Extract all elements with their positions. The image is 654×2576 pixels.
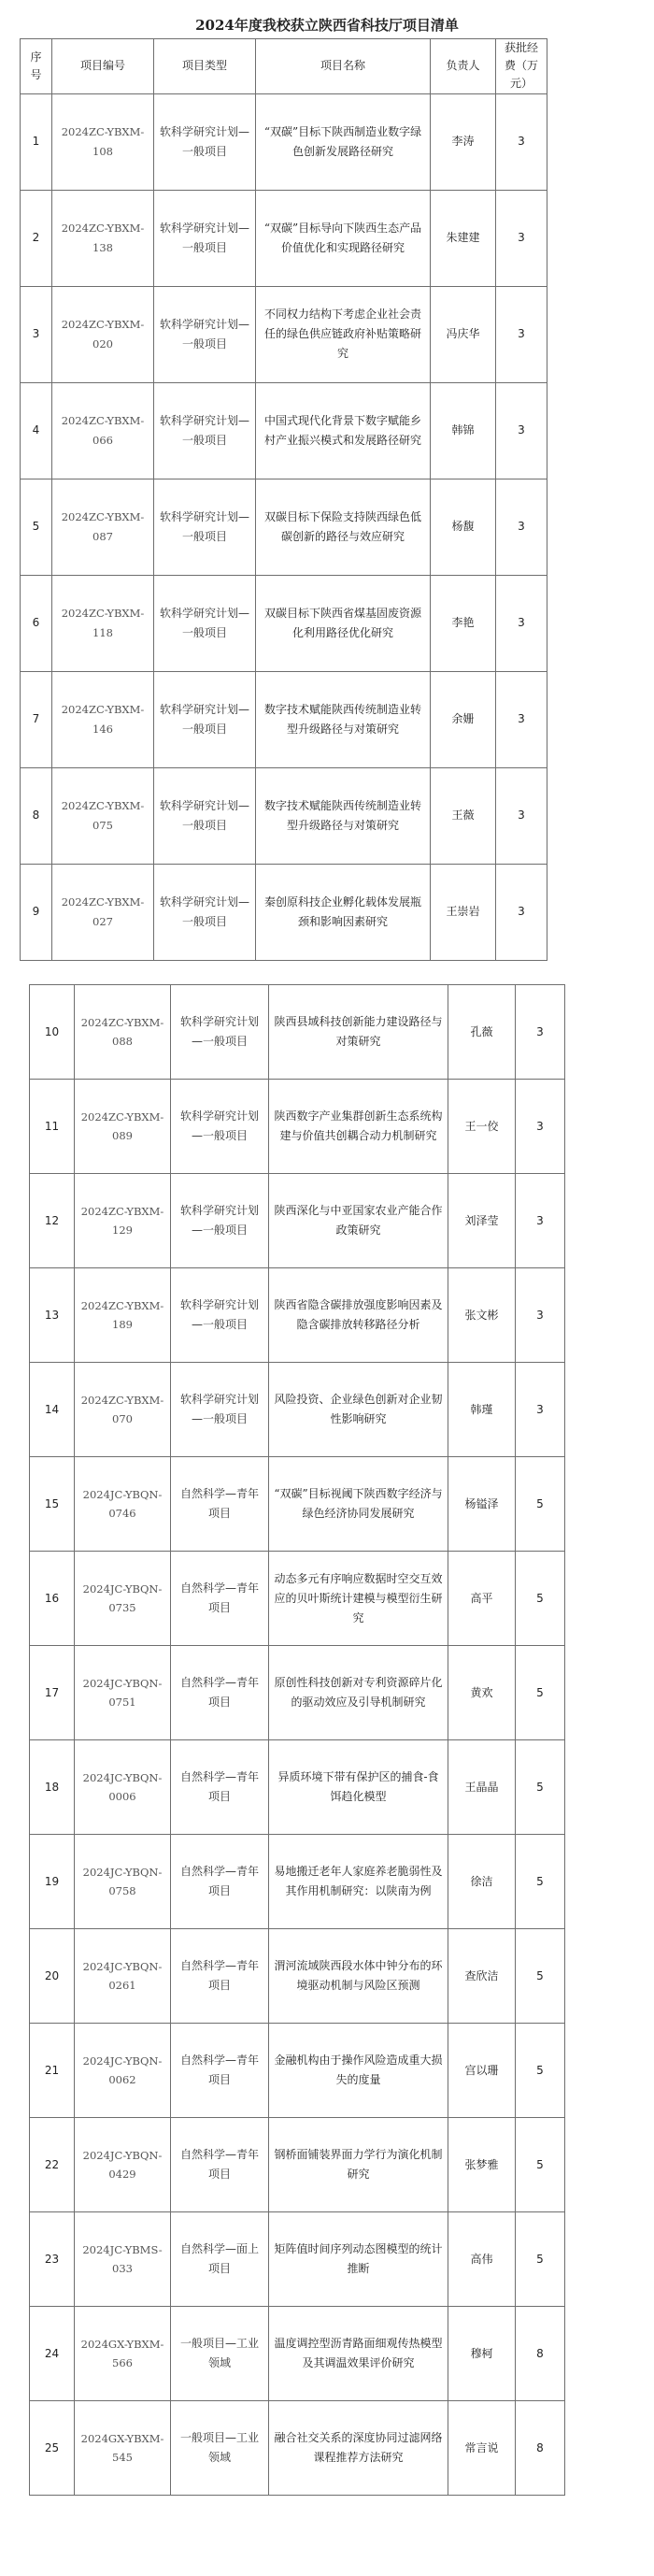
table-row [30, 1740, 565, 1835]
cell-leader: 高平 [448, 1552, 516, 1646]
cell-name: 陕西数字产业集群创新生态系统构建与价值共创耦合动力机制研究 [269, 1080, 448, 1174]
cell-code: 2024JC-YBQN-0735 [75, 1552, 171, 1646]
table-row [30, 2118, 565, 2212]
cell-index: 20 [30, 1929, 75, 2024]
cell-code: 2024JC-YBMS-033 [75, 2212, 171, 2307]
header-type: 项目类型 [154, 39, 256, 94]
cell-name: 风险投资、企业绿色创新对企业韧性影响研究 [269, 1363, 448, 1457]
cell-code: 2024JC-YBQN-0006 [75, 1740, 171, 1835]
table-row [30, 1646, 565, 1740]
cell-fund: 3 [496, 767, 547, 864]
cell-name: 金融机构由于操作风险造成重大损失的度量 [269, 2024, 448, 2118]
cell-type: 软科学研究计划—一般项目 [171, 1174, 269, 1268]
cell-leader: 王崇岩 [431, 864, 496, 960]
cell-code: 2024ZC-YBXM-129 [75, 1174, 171, 1268]
cell-index: 17 [30, 1646, 75, 1740]
cell-type: 软科学研究计划—一般项目 [154, 382, 256, 479]
cell-index: 9 [21, 864, 52, 960]
cell-code: 2024ZC-YBXM-075 [52, 767, 154, 864]
cell-index: 18 [30, 1740, 75, 1835]
cell-code: 2024ZC-YBXM-020 [52, 286, 154, 382]
table-row [21, 671, 547, 767]
cell-fund: 3 [496, 575, 547, 671]
cell-name: 易地搬迁老年人家庭养老脆弱性及其作用机制研究：以陕南为例 [269, 1835, 448, 1929]
cell-name: “双碳”目标下陕西制造业数字绿色创新发展路径研究 [256, 93, 431, 190]
cell-code: 2024ZC-YBXM-138 [52, 190, 154, 286]
cell-leader: 韩瑾 [448, 1363, 516, 1457]
header-fund: 获批经费（万元） [496, 39, 547, 94]
header-name: 项目名称 [256, 39, 431, 94]
cell-name: 秦创原科技企业孵化载体发展瓶颈和影响因素研究 [256, 864, 431, 960]
project-table-2 [29, 984, 565, 1929]
cell-name: 陕西深化与中亚国家农业产能合作政策研究 [269, 1174, 448, 1268]
cell-leader: 高伟 [448, 2212, 516, 2307]
cell-code: 2024ZC-YBXM-118 [52, 575, 154, 671]
cell-index: 4 [21, 382, 52, 479]
cell-name: 不同权力结构下考虑企业社会责任的绿色供应链政府补贴策略研究 [256, 286, 431, 382]
page-title: 2024年度我校获立陕西省科技厅项目清单 [195, 17, 459, 34]
cell-index: 7 [21, 671, 52, 767]
table-row [30, 985, 565, 1080]
cell-fund: 3 [496, 93, 547, 190]
cell-index: 6 [21, 575, 52, 671]
cell-type: 软科学研究计划—一般项目 [154, 93, 256, 190]
cell-fund: 3 [496, 382, 547, 479]
cell-fund: 8 [516, 2307, 565, 2401]
cell-index: 23 [30, 2212, 75, 2307]
cell-code: 2024JC-YBQN-0746 [75, 1457, 171, 1552]
cell-fund: 5 [516, 2212, 565, 2307]
cell-code: 2024ZC-YBXM-070 [75, 1363, 171, 1457]
table-row [21, 190, 547, 286]
cell-leader: 韩锦 [431, 382, 496, 479]
cell-code: 2024ZC-YBXM-089 [75, 1080, 171, 1174]
cell-leader: 张文彬 [448, 1268, 516, 1363]
cell-type: 软科学研究计划—一般项目 [154, 479, 256, 575]
cell-index: 16 [30, 1552, 75, 1646]
cell-index: 21 [30, 2024, 75, 2118]
cell-code: 2024ZC-YBXM-108 [52, 93, 154, 190]
cell-fund: 3 [496, 671, 547, 767]
cell-type: 软科学研究计划—一般项目 [171, 985, 269, 1080]
cell-fund: 5 [516, 1835, 565, 1929]
cell-name: 渭河流域陕西段水体中钟分布的环境驱动机制与风险区预测 [269, 1929, 448, 2024]
cell-leader: 王晶晶 [448, 1740, 516, 1835]
cell-name: “双碳”目标视阈下陕西数字经济与绿色经济协同发展研究 [269, 1457, 448, 1552]
cell-fund: 3 [516, 985, 565, 1080]
table-row [21, 286, 547, 382]
cell-index: 2 [21, 190, 52, 286]
table-row [30, 2212, 565, 2307]
table-row [21, 382, 547, 479]
cell-name: 矩阵值时间序列动态图模型的统计推断 [269, 2212, 448, 2307]
table-header-row [21, 39, 547, 94]
header-leader: 负责人 [431, 39, 496, 94]
cell-code: 2024ZC-YBXM-027 [52, 864, 154, 960]
cell-index: 15 [30, 1457, 75, 1552]
cell-code: 2024ZC-YBXM-088 [75, 985, 171, 1080]
cell-fund: 8 [516, 2401, 565, 2496]
cell-fund: 3 [496, 286, 547, 382]
cell-leader: 王薇 [431, 767, 496, 864]
cell-fund: 3 [496, 190, 547, 286]
cell-name: 动态多元有序响应数据时空交互效应的贝叶斯统计建模与模型衍生研究 [269, 1552, 448, 1646]
cell-name: 异质环境下带有保护区的捕食-食饵趋化模型 [269, 1740, 448, 1835]
cell-name: 钢桥面铺装界面力学行为演化机制研究 [269, 2118, 448, 2212]
cell-leader: 徐洁 [448, 1835, 516, 1929]
cell-name: 陕西省隐含碳排放强度影响因素及隐含碳排放转移路径分析 [269, 1268, 448, 1363]
table-row [30, 2307, 565, 2401]
cell-index: 5 [21, 479, 52, 575]
project-table-1-body [21, 39, 547, 961]
project-table-3 [29, 1928, 565, 2496]
cell-type: 自然科学—青年项目 [171, 1929, 269, 2024]
cell-fund: 3 [516, 1174, 565, 1268]
cell-index: 10 [30, 985, 75, 1080]
cell-type: 软科学研究计划—一般项目 [154, 671, 256, 767]
cell-name: 数字技术赋能陕西传统制造业转型升级路径与对策研究 [256, 671, 431, 767]
cell-leader: 杨镒泽 [448, 1457, 516, 1552]
cell-leader: 穆柯 [448, 2307, 516, 2401]
cell-code: 2024ZC-YBXM-087 [52, 479, 154, 575]
cell-leader: 李艳 [431, 575, 496, 671]
cell-name: 陕西县域科技创新能力建设路径与对策研究 [269, 985, 448, 1080]
cell-fund: 3 [496, 479, 547, 575]
cell-code: 2024JC-YBQN-0758 [75, 1835, 171, 1929]
cell-fund: 5 [516, 1457, 565, 1552]
cell-leader: 杨馥 [431, 479, 496, 575]
cell-fund: 3 [496, 864, 547, 960]
cell-name: 温度调控型沥青路面细观传热模型及其调温效果评价研究 [269, 2307, 448, 2401]
cell-fund: 5 [516, 1646, 565, 1740]
cell-name: 数字技术赋能陕西传统制造业转型升级路径与对策研究 [256, 767, 431, 864]
cell-index: 1 [21, 93, 52, 190]
table-row [30, 2401, 565, 2496]
cell-index: 24 [30, 2307, 75, 2401]
cell-leader: 张梦雅 [448, 2118, 516, 2212]
cell-name: 双碳目标下陕西省煤基固废资源化利用路径优化研究 [256, 575, 431, 671]
project-table-1 [20, 38, 547, 961]
table-row [30, 1552, 565, 1646]
table-row [30, 1363, 565, 1457]
cell-index: 11 [30, 1080, 75, 1174]
cell-fund: 5 [516, 1552, 565, 1646]
cell-index: 14 [30, 1363, 75, 1457]
cell-leader: 宫以珊 [448, 2024, 516, 2118]
cell-type: 一般项目—工业领域 [171, 2307, 269, 2401]
cell-fund: 3 [516, 1268, 565, 1363]
project-table-3-body [30, 1929, 565, 2496]
cell-code: 2024GX-YBXM-566 [75, 2307, 171, 2401]
cell-leader: 余姗 [431, 671, 496, 767]
cell-leader: 孔薇 [448, 985, 516, 1080]
cell-index: 12 [30, 1174, 75, 1268]
table-row [21, 479, 547, 575]
cell-leader: 王一佼 [448, 1080, 516, 1174]
cell-type: 自然科学—青年项目 [171, 1740, 269, 1835]
cell-index: 8 [21, 767, 52, 864]
cell-type: 软科学研究计划—一般项目 [171, 1080, 269, 1174]
cell-type: 自然科学—青年项目 [171, 1552, 269, 1646]
header-code: 项目编号 [52, 39, 154, 94]
cell-fund: 5 [516, 2024, 565, 2118]
table-row [30, 1457, 565, 1552]
cell-leader: 李涛 [431, 93, 496, 190]
cell-fund: 5 [516, 1929, 565, 2024]
table-row [30, 1080, 565, 1174]
cell-type: 软科学研究计划—一般项目 [154, 864, 256, 960]
cell-type: 自然科学—青年项目 [171, 2118, 269, 2212]
cell-type: 自然科学—青年项目 [171, 2024, 269, 2118]
cell-code: 2024ZC-YBXM-189 [75, 1268, 171, 1363]
table-row [21, 575, 547, 671]
table-row [30, 1835, 565, 1929]
header-index: 序号 [21, 39, 52, 94]
cell-name: 双碳目标下保险支持陕西绿色低碳创新的路径与效应研究 [256, 479, 431, 575]
cell-type: 软科学研究计划—一般项目 [171, 1363, 269, 1457]
cell-index: 25 [30, 2401, 75, 2496]
cell-leader: 冯庆华 [431, 286, 496, 382]
cell-code: 2024JC-YBQN-0261 [75, 1929, 171, 2024]
cell-type: 一般项目—工业领域 [171, 2401, 269, 2496]
cell-type: 自然科学—面上项目 [171, 2212, 269, 2307]
cell-index: 3 [21, 286, 52, 382]
cell-fund: 5 [516, 1740, 565, 1835]
cell-type: 自然科学—青年项目 [171, 1646, 269, 1740]
cell-type: 软科学研究计划—一般项目 [154, 575, 256, 671]
cell-type: 软科学研究计划—一般项目 [154, 286, 256, 382]
cell-code: 2024JC-YBQN-0062 [75, 2024, 171, 2118]
table-row [30, 2024, 565, 2118]
table-row [30, 1268, 565, 1363]
cell-type: 软科学研究计划—一般项目 [154, 190, 256, 286]
cell-fund: 5 [516, 2118, 565, 2212]
cell-type: 自然科学—青年项目 [171, 1835, 269, 1929]
cell-index: 19 [30, 1835, 75, 1929]
cell-index: 13 [30, 1268, 75, 1363]
table-row [30, 1929, 565, 2024]
cell-code: 2024JC-YBQN-0751 [75, 1646, 171, 1740]
project-table-2-body [30, 985, 565, 1929]
cell-name: “双碳”目标导向下陕西生态产品价值优化和实现路径研究 [256, 190, 431, 286]
cell-leader: 刘泽莹 [448, 1174, 516, 1268]
cell-fund: 3 [516, 1080, 565, 1174]
cell-fund: 3 [516, 1363, 565, 1457]
cell-name: 中国式现代化背景下数字赋能乡村产业振兴模式和发展路径研究 [256, 382, 431, 479]
cell-type: 自然科学—青年项目 [171, 1457, 269, 1552]
cell-index: 22 [30, 2118, 75, 2212]
cell-type: 软科学研究计划—一般项目 [154, 767, 256, 864]
cell-code: 2024ZC-YBXM-146 [52, 671, 154, 767]
table-row [21, 767, 547, 864]
cell-leader: 朱建建 [431, 190, 496, 286]
cell-leader: 常言说 [448, 2401, 516, 2496]
table-row [30, 1174, 565, 1268]
cell-type: 软科学研究计划—一般项目 [171, 1268, 269, 1363]
table-row [21, 864, 547, 960]
cell-code: 2024ZC-YBXM-066 [52, 382, 154, 479]
cell-leader: 黄欢 [448, 1646, 516, 1740]
cell-name: 原创性科技创新对专利资源碎片化的驱动效应及引导机制研究 [269, 1646, 448, 1740]
cell-leader: 查欣洁 [448, 1929, 516, 2024]
table-row [21, 93, 547, 190]
cell-code: 2024GX-YBXM-545 [75, 2401, 171, 2496]
cell-code: 2024JC-YBQN-0429 [75, 2118, 171, 2212]
cell-name: 融合社交关系的深度协同过滤网络课程推荐方法研究 [269, 2401, 448, 2496]
